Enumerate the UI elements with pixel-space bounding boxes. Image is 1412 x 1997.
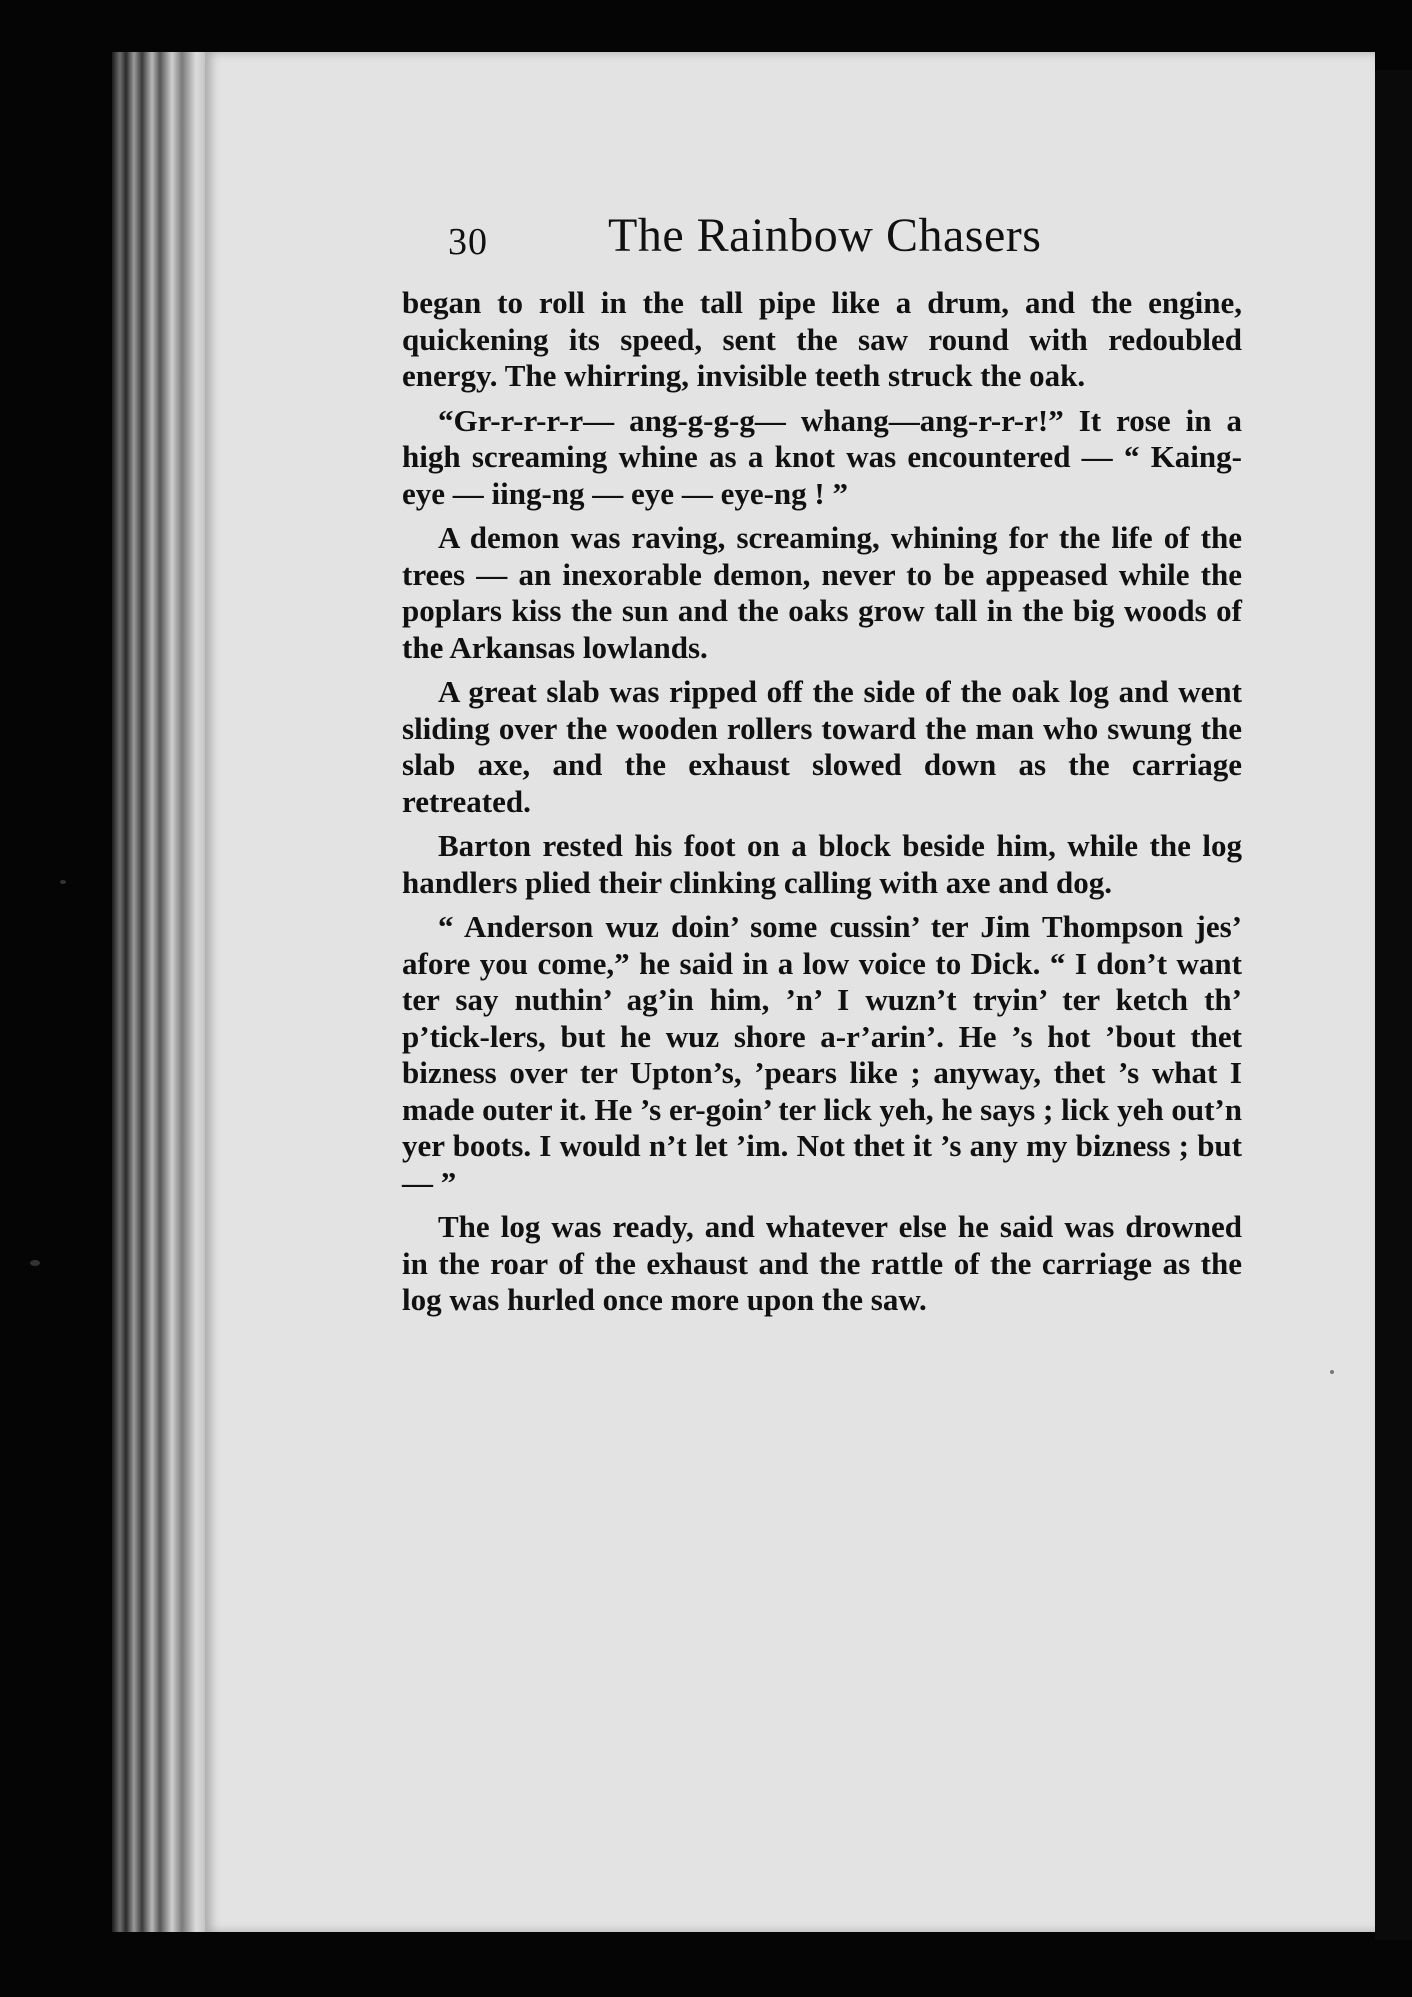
paragraph: A demon was raving, screaming, whining for the life of the trees — an inexorable demon, never to be appeased while the poplars kiss the sun and the oaks grow tall in the big woods of the Arkansas lowlands. — [402, 520, 1242, 665]
running-title: The Rainbow Chasers — [608, 209, 1042, 262]
body-text — [402, 285, 1242, 1327]
scan-speck — [1330, 1370, 1334, 1374]
page-right-shadow — [1375, 70, 1412, 1940]
paragraph: Barton rested his foot on a block beside him, while the log handlers plied their clinking calling with axe and dog. — [402, 828, 1242, 900]
scan-speck — [60, 880, 66, 884]
page-number: 30 — [448, 221, 488, 263]
paragraph: “Gr-r-r-r-r— ang-g-g-g— whang—ang-r-r-r!” It rose in a high screaming whine as a knot was encountered — “ Kaing-eye — iing-ng — eye — eye-ng ! ” — [402, 402, 1242, 511]
paragraph: “ Anderson wuz doin’ some cussin’ ter Jim Thompson jes’ afore you come,” he said in a low voice to Dick. “ I don’t want ter say nuthin’ ag’in him, ’n’ I wuzn’t tryin’ ter ketch th’ p’tick-lers, but he wuz shore a-r’arin’. He ’s hot ’bout thet bizness over ter Upton’s, ’pears like ; anyway, thet ’s what I made outer it. He ’s er-goin’ ter lick yeh, he says ; lick yeh out’n yer boots. I would n’t let ’im. Not thet it ’s any my bizness ; but — ” — [402, 909, 1242, 1200]
page-header — [448, 208, 1128, 278]
paragraph: The log was ready, and whatever else he said was drowned in the roar of the exhaust and the rattle of the carriage as the log was hurled once more upon the saw. — [402, 1209, 1242, 1317]
paragraph: began to roll in the tall pipe like a drum, and the engine, quickening its speed, sent the saw round with redoubled energy. The whirring, invisible teeth struck the oak. — [402, 285, 1242, 393]
scan-speck — [30, 1260, 40, 1266]
paragraph: A great slab was ripped off the side of the oak log and went sliding over the wooden rollers toward the man who swung the slab axe, and the exhaust slowed down as the carriage retreated. — [402, 674, 1242, 819]
